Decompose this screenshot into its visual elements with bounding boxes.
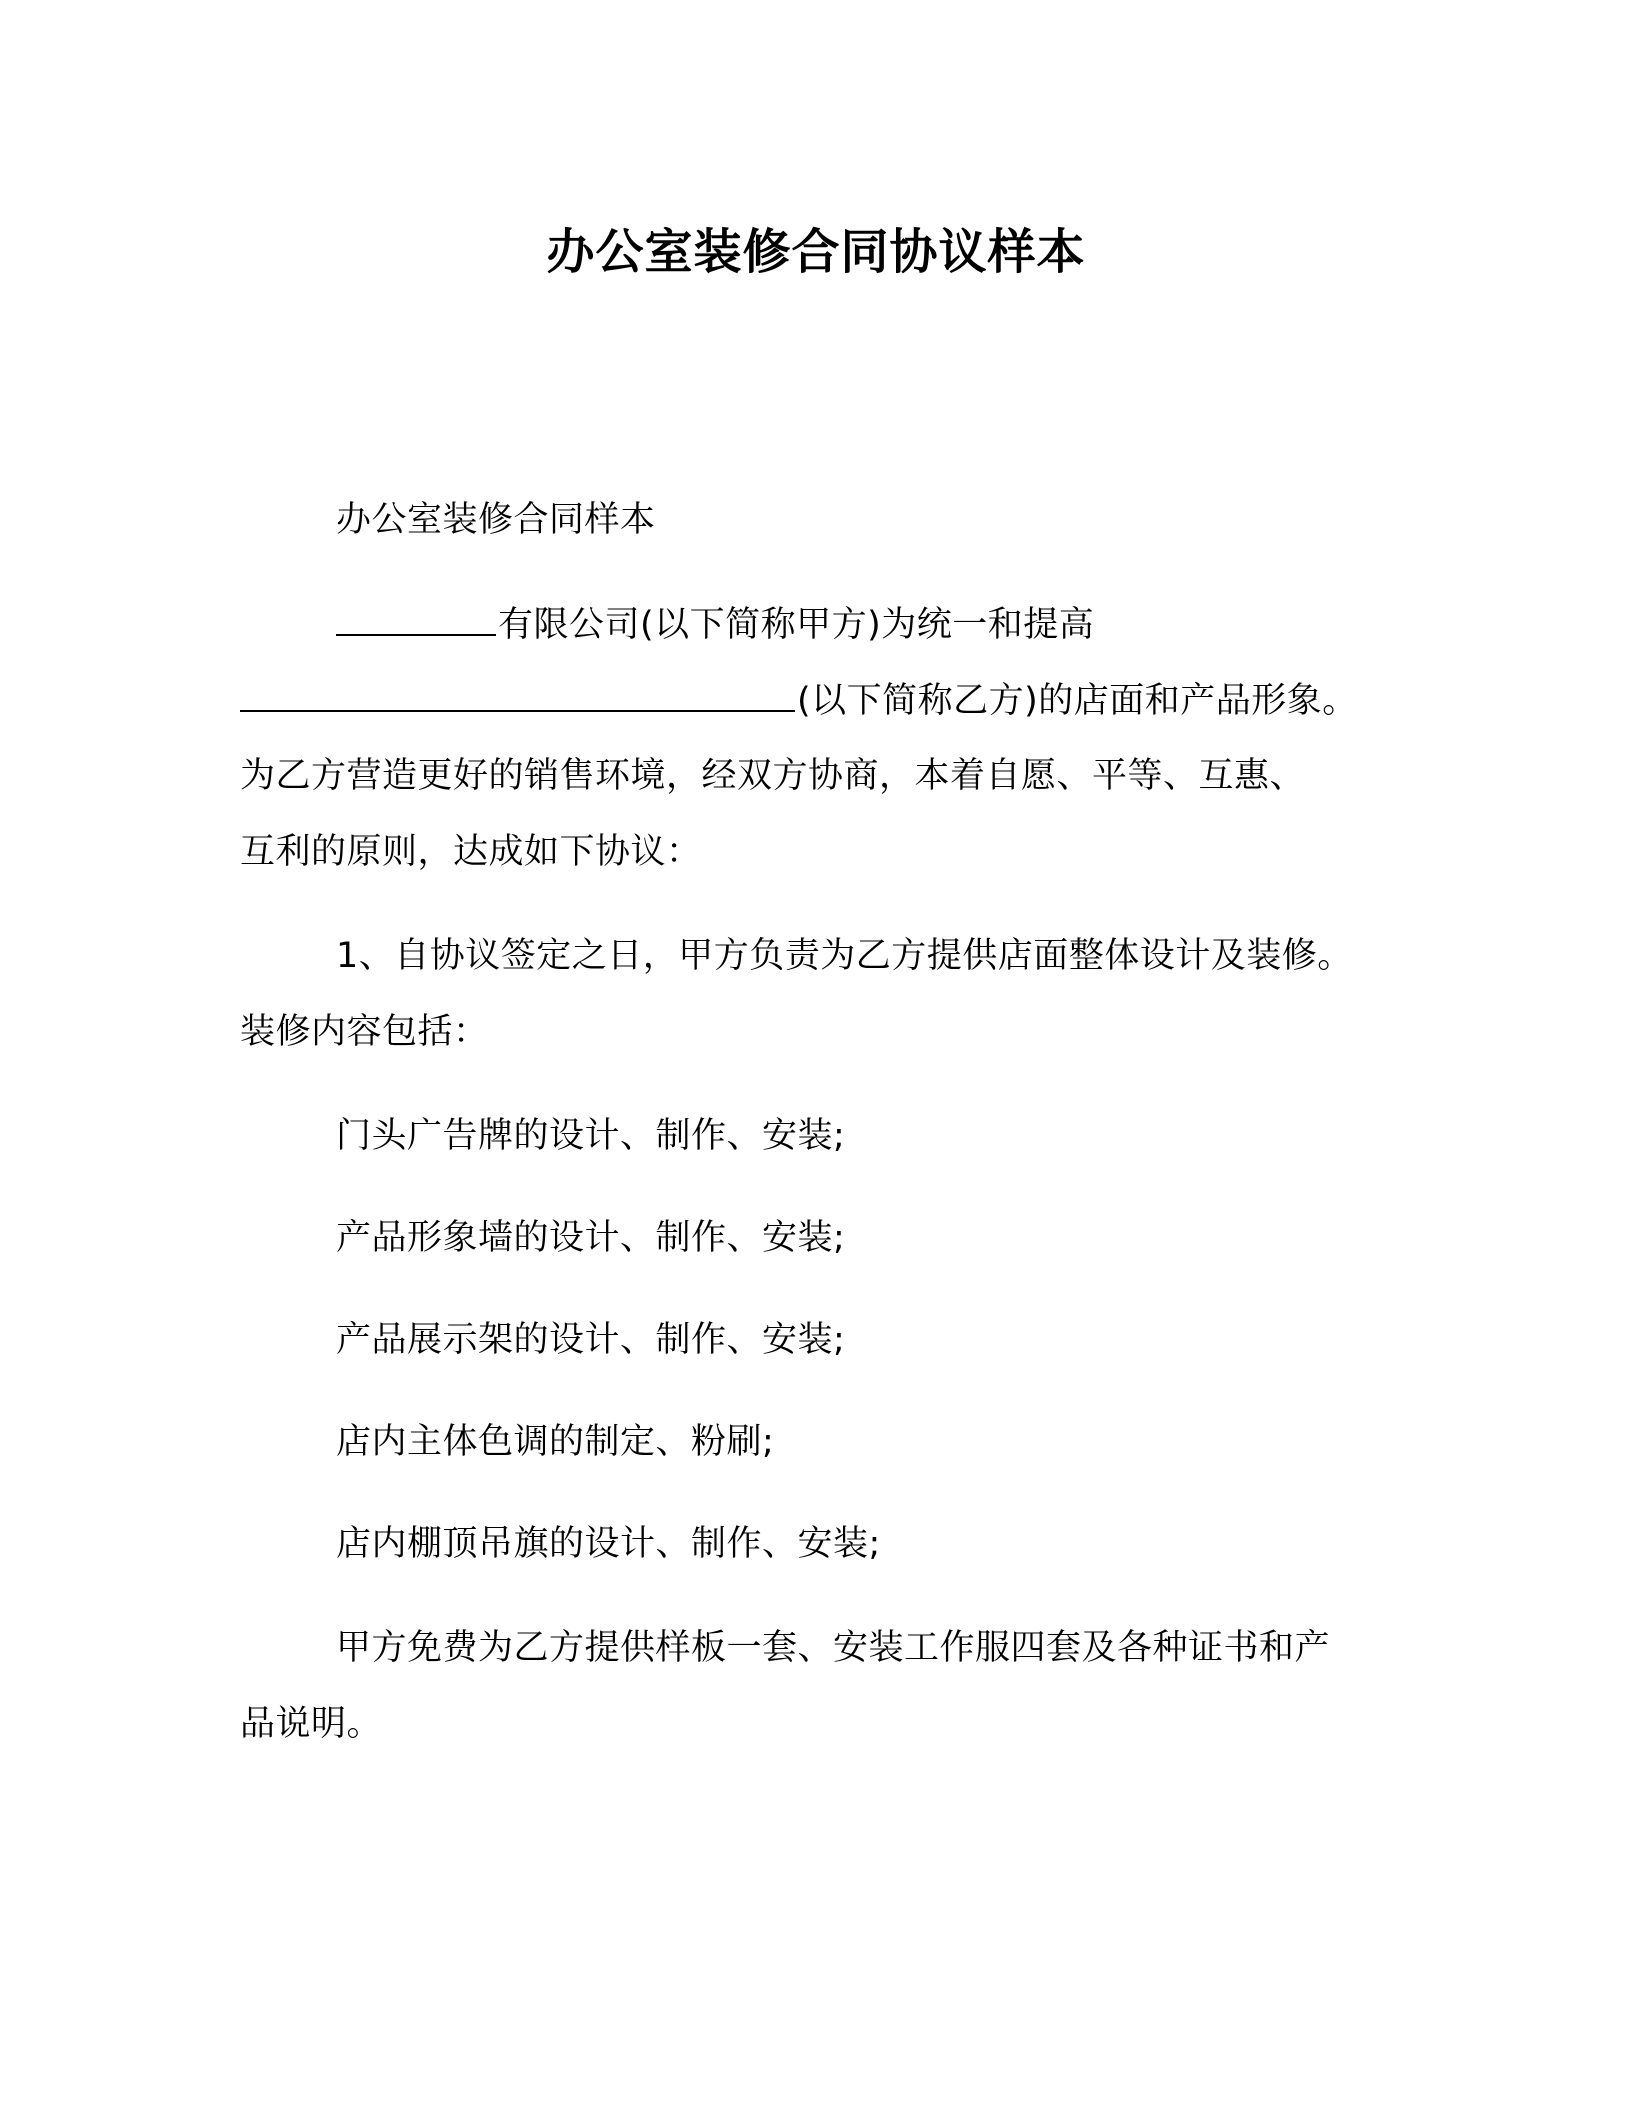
list-item: 店内主体色调的制定、粉刷; xyxy=(336,1422,775,1462)
fill-in-blank-party-b xyxy=(240,676,795,712)
document-subtitle: 办公室装修合同样本 xyxy=(336,500,656,540)
fill-in-blank-party-a xyxy=(336,600,496,636)
clause-1-line-2: 装修内容包括： xyxy=(240,1012,489,1052)
list-item: 店内棚顶吊旗的设计、制作、安装; xyxy=(336,1524,881,1564)
intro-line-2-text: (以下简称乙方)的店面和产品形象。 xyxy=(797,681,1358,721)
intro-line-1-text: 有限公司(以下简称甲方)为统一和提高 xyxy=(498,605,1095,645)
clause-1-line-1: 1、自协议签定之日，甲方负责为乙方提供店面整体设计及装修。 xyxy=(336,936,1353,976)
document-title: 办公室装修合同协议样本 xyxy=(546,224,1086,280)
intro-line-4: 互利的原则，达成如下协议： xyxy=(240,832,702,872)
intro-line-3: 为乙方营造更好的销售环境，经双方协商，本着自愿、平等、互惠、 xyxy=(240,756,1306,796)
closing-line-1: 甲方免费为乙方提供样板一套、安装工作服四套及各种证书和产 xyxy=(336,1628,1331,1668)
list-item: 产品展示架的设计、制作、安装; xyxy=(336,1320,846,1360)
closing-line-2: 品说明。 xyxy=(240,1704,383,1744)
list-item: 产品形象墙的设计、制作、安装; xyxy=(336,1218,846,1258)
intro-line-2 xyxy=(240,676,1358,725)
list-item: 门头广告牌的设计、制作、安装; xyxy=(336,1116,846,1156)
intro-line-1 xyxy=(336,600,1094,649)
